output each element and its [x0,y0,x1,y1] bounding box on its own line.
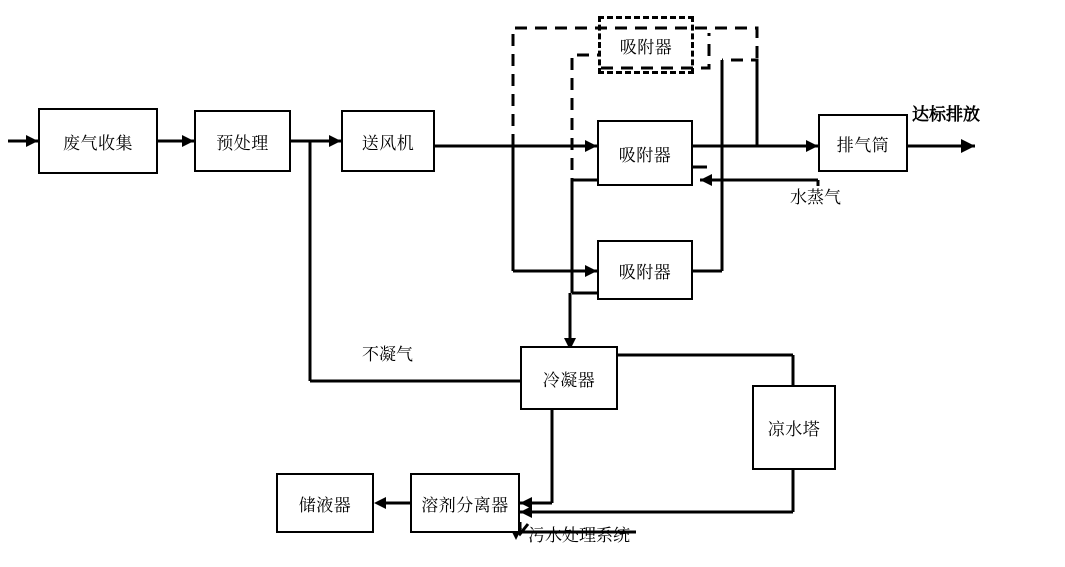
label-standard-discharge: 达标排放 [912,105,980,125]
node-label: 吸附器 [618,145,672,166]
wire-dashed-outer-in [722,60,757,146]
node-adsorber-mid[interactable] [597,120,693,186]
node-adsorber-top[interactable] [598,16,694,74]
node-cooling-tower[interactable] [752,385,836,470]
node-pretreatment[interactable] [194,110,291,172]
node-label: 废气收集 [63,133,133,154]
node-waste-gas-collection[interactable] [38,108,158,174]
node-label: 储液器 [298,495,352,516]
node-label: 冷凝器 [542,370,596,391]
node-label: 溶剂分离器 [421,495,509,516]
node-label: 吸附器 [618,262,672,283]
node-blower[interactable] [341,110,435,172]
node-liquid-storage[interactable] [276,473,374,533]
node-condenser[interactable] [520,346,618,410]
node-adsorber-low[interactable] [597,240,693,300]
node-label: 吸附器 [619,37,673,58]
node-label: 送风机 [361,133,415,154]
label-non-condensable-gas: 不凝气 [362,345,413,365]
node-solvent-separator[interactable] [410,473,520,533]
label-wastewater-system: 污水处理系统 [528,526,630,546]
arrow-inlet [26,135,38,147]
node-label: 凉水塔 [767,420,821,440]
label-steam: 水蒸气 [790,188,841,208]
node-label: 排气筒 [836,135,890,156]
node-label: 预处理 [216,133,269,154]
node-exhaust-stack[interactable] [818,114,908,172]
